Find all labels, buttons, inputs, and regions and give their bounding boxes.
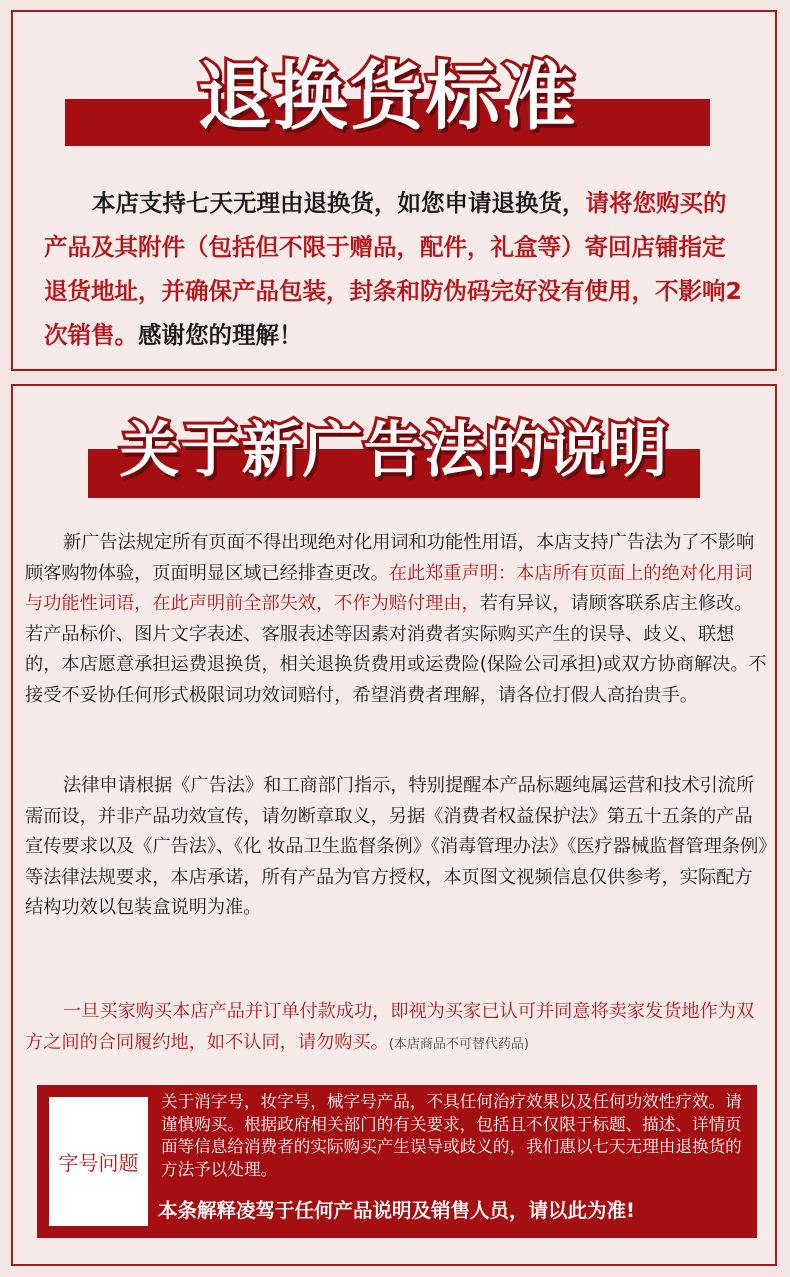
return-policy-thanks: 感谢您的理解！	[138, 321, 303, 349]
ad-law-banner	[88, 411, 700, 496]
notice-text: 关于消字号，妆字号，械字号产品，不具任何治疗效果以及任何功效性疗效。请谨慎购买。根据政府相关部门的有关要求，包括且不仅限于标题、描述、详情页面等信息给消费者的实际购买产生误导或歧义的，我们惠以七天无理由退换货的方法予以处理。	[161, 1092, 742, 1179]
ad-law-p3: 一旦买家购买本店产品并订单付款成功，即视为买家已认可并同意将卖家发货地作为双方之间的合同履约地，如不认同，请勿购买。	[25, 1001, 755, 1053]
return-policy-banner	[65, 45, 710, 155]
ad-law-title: 关于新广告法的说明	[119, 416, 669, 486]
ad-law-p1-end: 若有异议，请顾客联系店主修改。若产品标价、图片文字表述、客服表述等因素对消费者实际购买产生的误导、歧义、联想的，本店愿意承担运费退换货，相关退换货费用或运费险(保险公司承担)或双方协商解决。不接受不妥协任何形式极限词功效词赔付，希望消费者理解，请各位打假人高抬贵手。	[25, 593, 767, 706]
notice-label: 字号问题	[49, 1097, 148, 1226]
ad-law-p1-start: 新广告法规定所有页面不得出现绝对化用词和功能性用语，本店支持广告法为了不影响顾客购物体验，页面明显区域已经排查更改。	[25, 532, 755, 584]
ad-law-paragraph-1	[25, 528, 770, 711]
return-policy-text-red: 请将您购买的产品及其附件（包括但不限于赠品，配件，礼盒等）寄回店铺指定退货地址，并确保产品包装，封条和防伪码完好没有使用，不影响2次销售。	[44, 189, 742, 349]
ad-law-paragraph-2	[25, 771, 770, 924]
ad-law-p3-note: (本店商品不可替代药品)	[388, 1036, 529, 1052]
ad-law-p2: 法律申请根据《广告法》和工商部门指示，特别提醒本产品标题纯属运营和技术引流所需而设，并非产品功效宣传，请勿断章取义，另据《消费者权益保护法》第五十五条的产品宣传要求以及《广告法》、《化 妆品卫生监督条例》《消毒管理办法》《医疗器械监督管理条例》等法律法规要求，本店承诺，所有产品为官方授权，本页图文视频信息仅供参考，实际配方结构功效以包装盒说明为准。	[25, 775, 768, 918]
return-policy-text-black: 本店支持七天无理由退换货，如您申请退换货，	[92, 189, 586, 217]
notice-final: 本条解释凌驾于任何产品说明及销售人员，请以此为准!	[158, 1199, 635, 1222]
ad-law-paragraph-3	[25, 997, 770, 1060]
trademark-notice	[37, 1085, 757, 1238]
return-policy-text	[44, 181, 748, 357]
ad-law-declaration: 在此郑重声明：本店所有页面上的绝对化用词与功能性词语，在此声明前全部失效，不作为赔付理由，	[25, 562, 753, 614]
return-policy-title: 退换货标准	[197, 54, 578, 140]
